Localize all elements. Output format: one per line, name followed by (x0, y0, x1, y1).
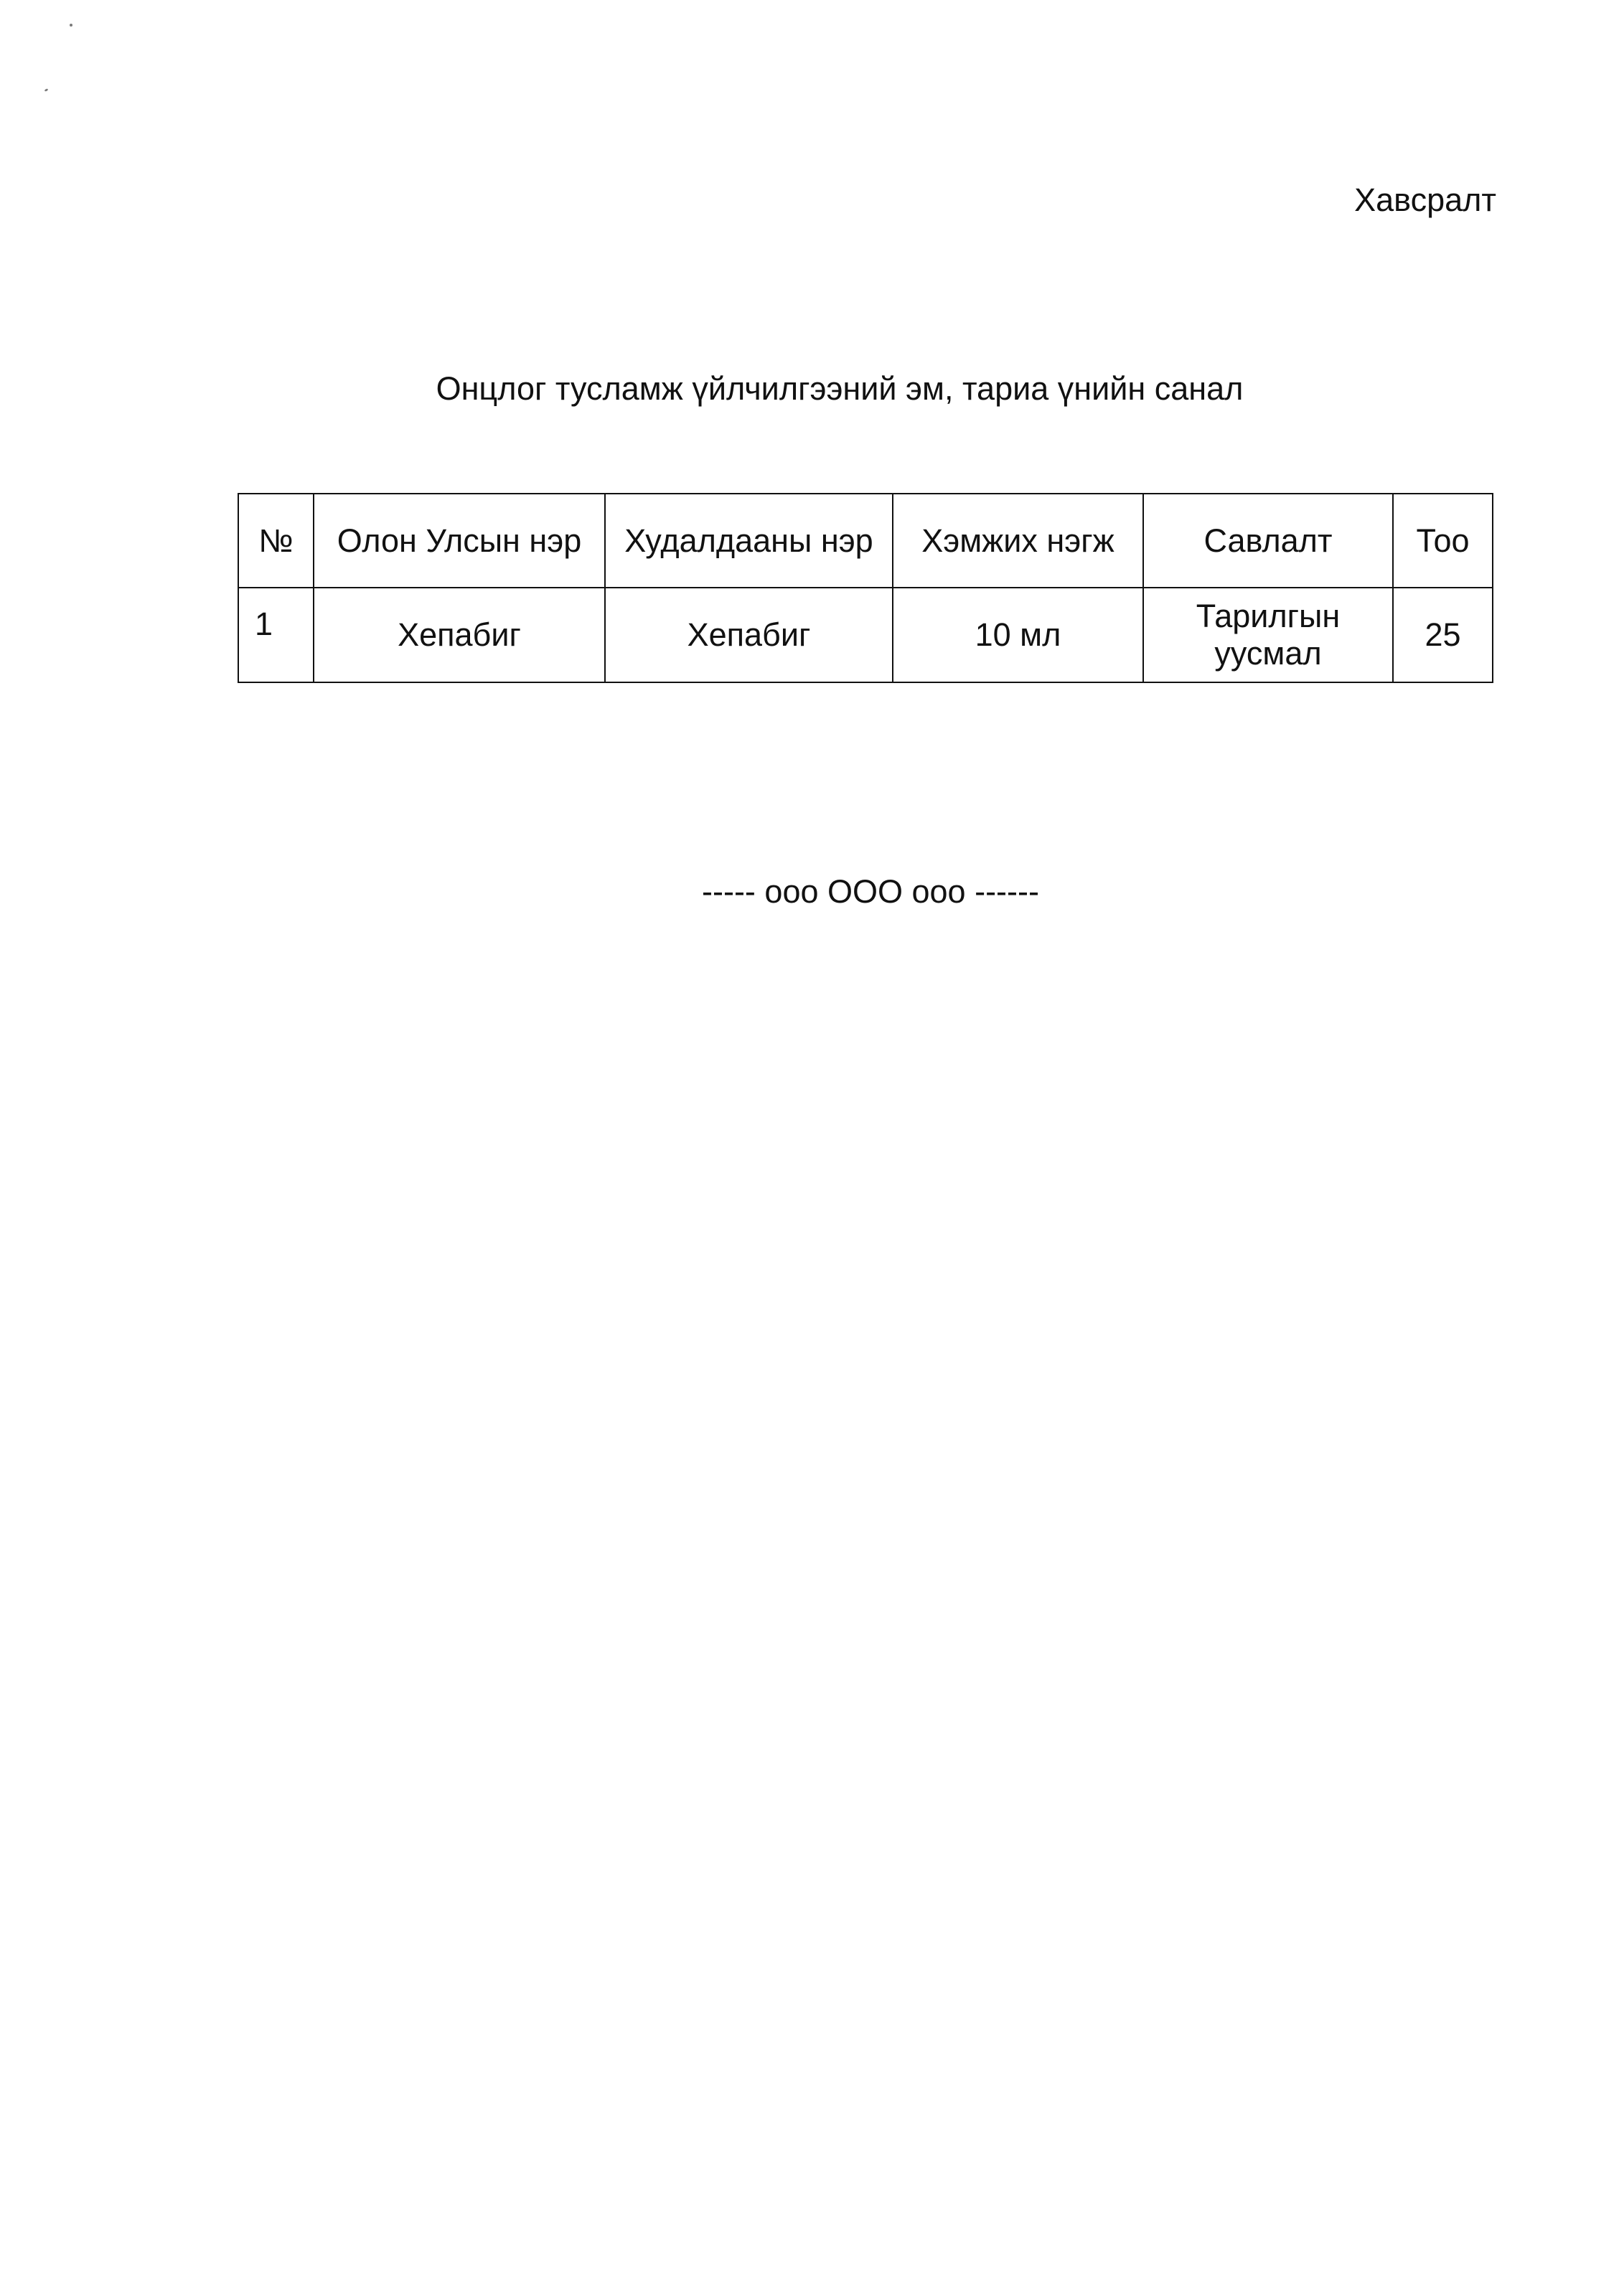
cell-number: 1 (238, 588, 314, 682)
price-proposal-table (238, 493, 1493, 683)
cell-international-name: Хепабиг (314, 588, 605, 682)
table-row (238, 588, 1493, 682)
header-packaging: Савлалт (1143, 494, 1393, 588)
document-title: Онцлог тусламж үйлчилгээний эм, тариа үнийн санал (436, 370, 1244, 407)
end-of-document-mark: ----- ооо ООО ооо ------ (701, 873, 1040, 910)
scan-speck (70, 24, 72, 27)
cell-packaging: Тарилгын уусмал (1143, 588, 1393, 682)
header-number: № (238, 494, 314, 588)
cell-unit: 10 мл (893, 588, 1143, 682)
header-quantity: Тоо (1393, 494, 1493, 588)
header-trade-name: Худалдааны нэр (605, 494, 893, 588)
header-unit: Хэмжих нэгж (893, 494, 1143, 588)
cell-quantity: 25 (1393, 588, 1493, 682)
appendix-label: Хавсралт (1354, 182, 1496, 218)
header-international-name: Олон Улсын нэр (314, 494, 605, 588)
scan-speck (44, 88, 49, 92)
table-header-row (238, 494, 1493, 588)
cell-trade-name: Хепабиг (605, 588, 893, 682)
